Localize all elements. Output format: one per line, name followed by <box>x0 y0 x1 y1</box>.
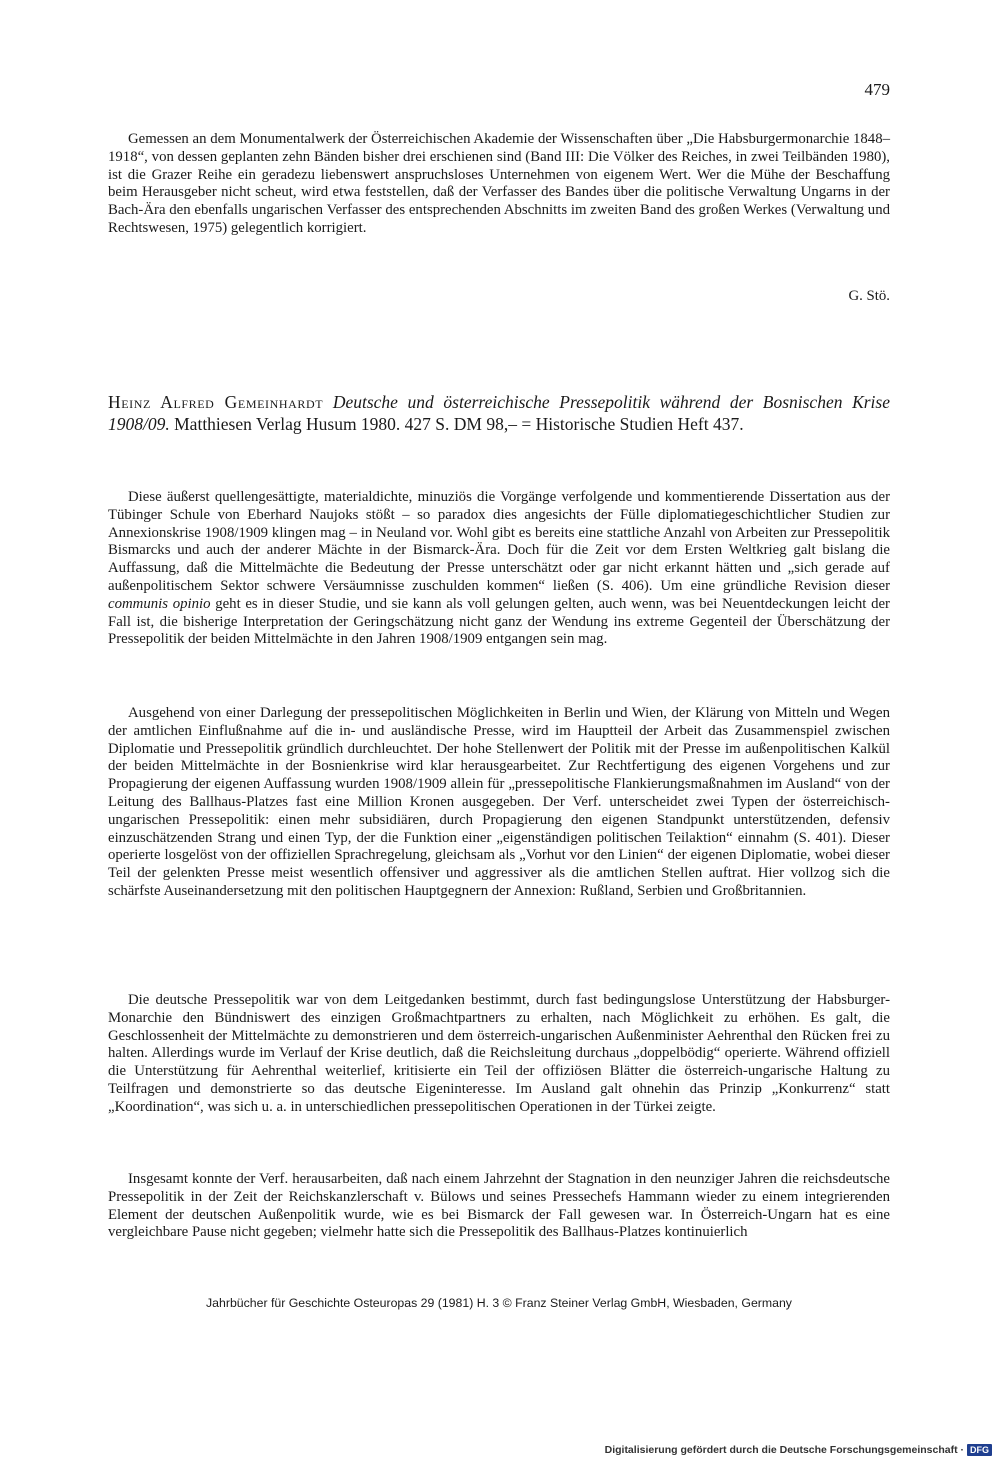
review2-publication: Matthiesen Verlag Husum 1980. 427 S. DM 98,– = Historische Studien Heft 437. <box>174 413 744 434</box>
dfg-logo: DFG <box>967 1444 992 1456</box>
digitization-credit-text: Digitalisierung gefördert durch die Deutsche Forschungsgemeinschaft · <box>604 1444 964 1456</box>
review2-author: Heinz Alfred Gemeinhardt <box>108 392 324 412</box>
review2-paragraph-1 <box>108 489 890 649</box>
review2-paragraph-1-part-2: geht es in dieser Studie, und sie kann als voll gelungen gelten, auch wenn, was bei Neuentdeckungen leicht der Fall ist, die bisherige Interpretation der Geringschätzung nicht ganz der Wendung ins extreme Gegenteil der Überschätzung der Pressepolitik der beiden Mittelmächte in den Jahren 1908/1909 entgangen sein mag. <box>108 595 890 648</box>
review1-paragraph: Gemessen an dem Monumentalwerk der Österreichischen Akademie der Wissenschaften über „Die Habsburgermonarchie 1848–1918“, von dessen geplanten zehn Bänden bisher drei erschienen sind (Band III: Die Völker des Reiches, in zwei Teilbänden 1980), ist die Grazer Reihe ein geradezu liebenswert anspruchsloses Unternehmen von eigenem Wert. Wer die Mühe der Beschaffung beim Herausgeber nicht scheut, wird etwa feststellen, daß der Verfasser des Bandes über die politische Verwaltung Ungarns in der Bach-Ära den ebenfalls ungarischen Verfasser des entsprechenden Abschnitts im zweiten Band des großen Werkes (Verwaltung und Rechtswesen, 1975) gelegentlich korrigiert. <box>108 131 890 236</box>
review2-paragraph-3: Die deutsche Pressepolitik war von dem Leitgedanken bestimmt, durch fast bedingungslose Unterstützung der Habsburger-Monarchie den Bündniswert des einzigen Großmachtpartners zu erhalten, nach Möglichkeit zu erhöhen. Es galt, die Geschlossenheit der Mittelmächte zu demonstrieren und dem österreich-ungarischen Außenminister Aehrenthal den Rücken frei zu halten. Allerdings wurde im Verlauf der Krise deutlich, daß die Reichsleitung durchaus „doppelbödig“ operierte. Während offiziell die Unterstützung für Aehrenthal weiterlief, kritisierte ein Teil der offiziösen Blätter die österreich-ungarische Haltung zu Teilfragen und demonstrierte so das deutsche Eigeninteresse. Im Ausland galt ohnehin das Prinzip „Konkurrenz“ statt „Koordination“, was sich u. a. in unterschiedlichen pressepolitischen Operationen in der Türkei zeigte. <box>108 992 890 1115</box>
review2-paragraph-2: Ausgehend von einer Darlegung der pressepolitischen Möglichkeiten in Berlin und Wien, der Klärung von Mitteln und Wegen der amtlichen Einflußnahme auf die in- und ausländische Presse, wird im Hauptteil der Arbeit das Zusammenspiel zwischen Diplomatie und Pressepolitik gründlich durchleuchtet. Der hohe Stellenwert der Politik mit der Presse im außenpolitischen Kalkül der beiden Mittelmächte in der Bosnienkrise wird klar herausgearbeitet. Zur Rechtfertigung des eigenen Vorgehens und zur Propagierung der eigenen Auffassung wurden 1908/1909 allein für „pressepolitische Flankierungsmaßnahmen im Ausland“ von der Leitung des Ballhaus-Platzes fast eine Million Kronen ausgegeben. Der Verf. unterscheidet zwei Typen der österreichisch-ungarischen Pressepolitik: einen mehr subsidiären, durch Propagierung den eigenen Standpunkt unterstützenden, defensiv einzuschätzenden Strang und einen Typ, der die Funktion einer „eigenständigen politischen Teilaktion“ einnahm (S. 401). Dieser operierte losgelöst von der offiziellen Sprachregelung, gleichsam als „Vorhut vor den Linien“ der eigenen Diplomatie, wobei dieser Teil der gelenkten Presse meist wesentlich offensiver und aggressiver als die amtlichen Stellen auftrat. Hier vollzog sich die schärfste Auseinandersetzung mit den politischen Hauptgegnern der Annexion: Rußland, Serbien und Großbritannien. <box>108 705 890 899</box>
review2-paragraph-1-part-1: Diese äußerst quellengesättigte, materialdichte, minuziös die Vorgänge verfolgende und kommentierende Dissertation aus der Tübinger Schule von Eberhard Naujoks stößt – so paradox dies angesichts der Fülle diplomatiegeschichtlicher Studien zur Annexionskrise 1908/1909 klingen mag – in Neuland vor. Wohl gibt es bereits eine stattliche Anzahl von Arbeiten zur Pressepolitik Bismarcks und auch der anderer Mächte in der Bismarck-Ära. Doch für die Zeit vor dem Ersten Weltkrieg galt bislang die Auffassung, daß die Mittelmächte die Bedeutung der Presse unterschätzt oder gar nicht erkannt hätten und „sich gerade auf außenpolitischem Sektor schwere Versäumnisse zuschulden kommen“ ließen (S. 406). Um eine gründliche Revision dieser <box>108 489 890 594</box>
review1-signature: G. Stö. <box>848 288 890 304</box>
digitization-credit <box>600 1444 992 1456</box>
journal-footer: Jahrbücher für Geschichte Osteuropas 29 (1981) H. 3 © Franz Steiner Verlag GmbH, Wiesbaden, Germany <box>206 1296 792 1310</box>
review2-heading <box>108 392 890 435</box>
review2-title: Deutsche und österreichische Pressepolitik während der Bosnischen Krise 1908/09. <box>108 392 890 434</box>
page-number: 479 <box>864 80 890 99</box>
review2-paragraph-4: Insgesamt konnte der Verf. herausarbeiten, daß nach einem Jahrzehnt der Stagnation in den neunziger Jahren die reichsdeutsche Pressepolitik in der Zeit der Reichskanzlerschaft v. Bülows und seines Pressechefs Hammann wieder zu einem integrierenden Element der deutschen Außenpolitik wurde, wie es bei Bismarck der Fall gewesen war. In Österreich-Ungarn hat es eine vergleichbare Pause nicht gegeben; vielmehr hatte sich die Pressepolitik des Ballhaus-Platzes kontinuierlich <box>108 1171 890 1241</box>
review2-paragraph-1-italic: communis opinio <box>108 595 211 612</box>
